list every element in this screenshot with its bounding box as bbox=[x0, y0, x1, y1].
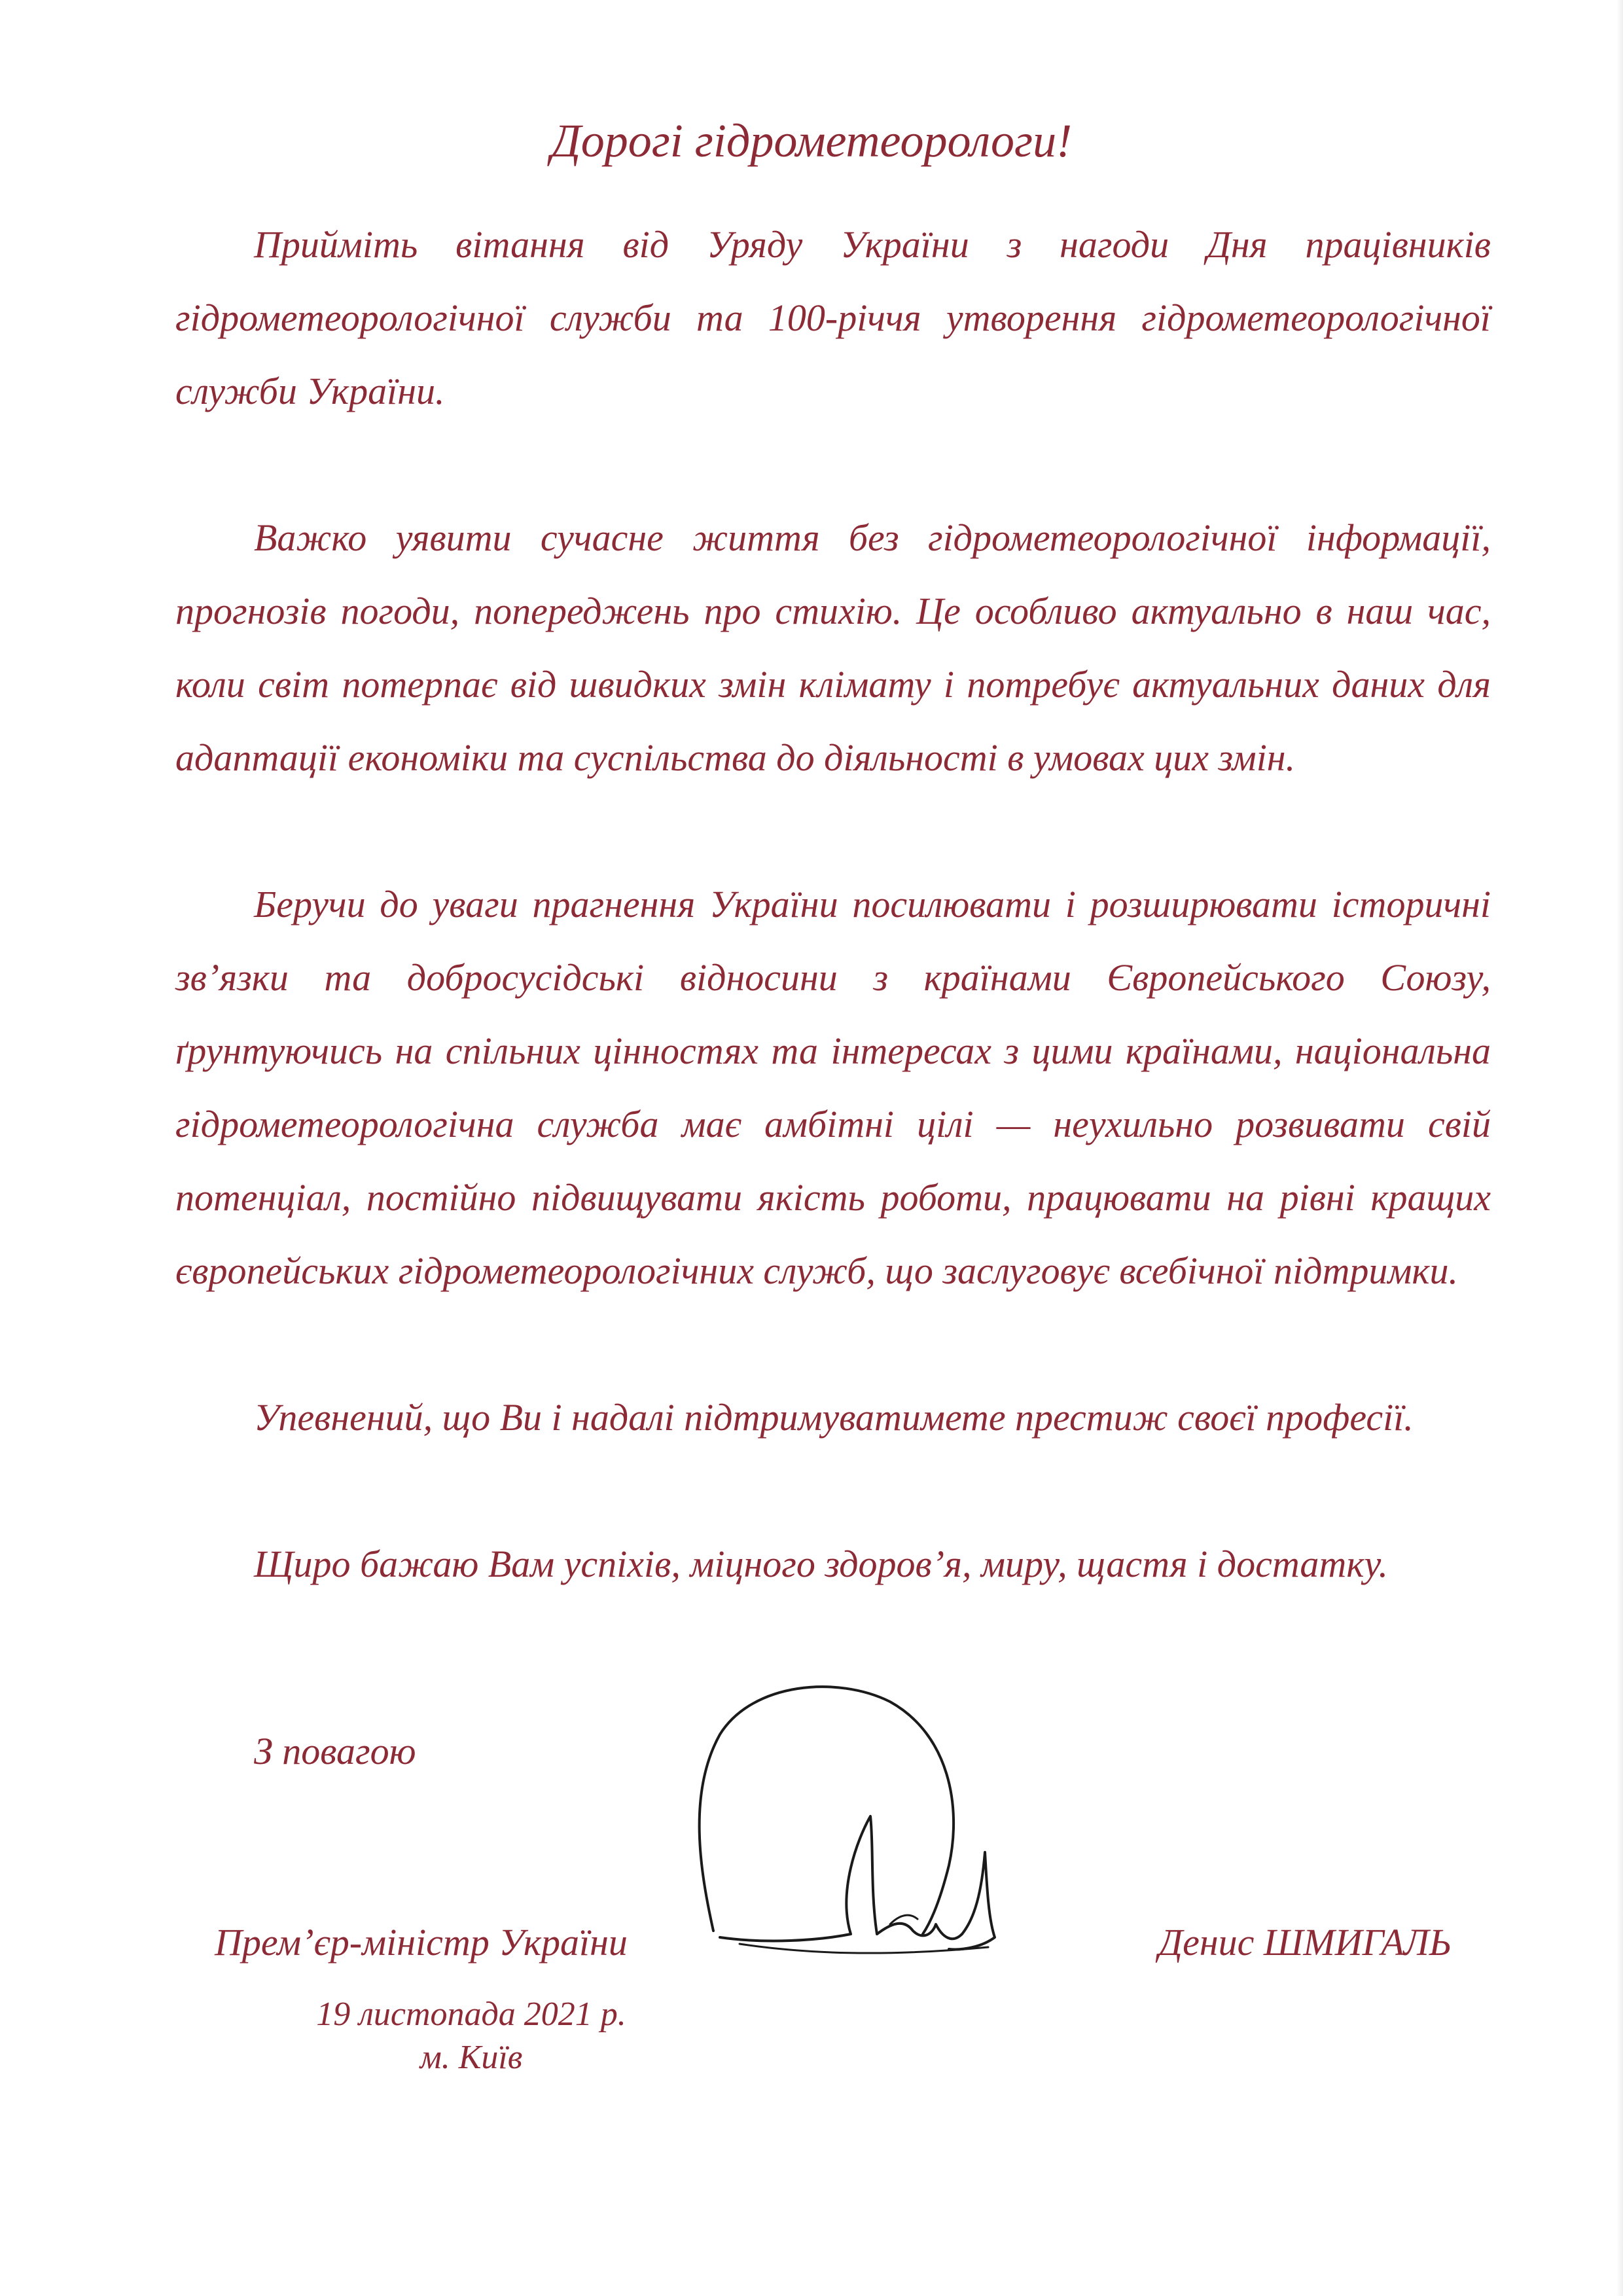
closing-phrase: З повагою bbox=[254, 1730, 416, 1772]
signatory-title: Прем’єр-міністр України bbox=[215, 1921, 628, 1964]
handwritten-signature bbox=[674, 1676, 1041, 1990]
date-place-block bbox=[288, 1993, 654, 2079]
paragraph-confidence: Упевнений, що Ви і надалі підтримуватимете престиж своєї професії. bbox=[254, 1396, 1414, 1439]
paragraph-importance: Важко уявити сучасне життя без гідрометеорологічної інформації, прогнозів погоди, попереджень про стихію. Це особливо актуально в наш час, коли світ потерпає від швидких змін клімату і потребує актуальних даних для адаптації економіки та суспільства до діяльності в умовах цих змін. bbox=[175, 516, 1491, 779]
scan-edge-shadow bbox=[1616, 0, 1623, 2296]
signatory-name: Денис ШМИГАЛЬ bbox=[1158, 1921, 1452, 1964]
paragraph-greeting: Прийміть вітання від Уряду України з нагоди Дня працівників гідрометеорологічної служби та 100-річчя утворення гідрометеорологічної служби України. bbox=[175, 223, 1491, 412]
letter-body bbox=[175, 208, 1491, 1674]
letter-date: 19 листопада 2021 р. bbox=[316, 1996, 626, 2033]
letter-heading: Дорогі гідрометеорологи! bbox=[550, 115, 1073, 167]
letter-place: м. Київ bbox=[419, 2039, 523, 2076]
paragraph-wishes: Щиро бажаю Вам успіхів, міцного здоров’я, миру, щастя і достатку. bbox=[254, 1543, 1389, 1585]
paragraph-european-integration: Беручи до уваги прагнення України посилювати і розширювати історичні зв’язки та добросусідські відносини з країнами Європейського Союзу, ґрунтуючись на спільних цінностях та інтересах з цими країнами, національна гідрометеорологічна служба має амбітні цілі — неухильно розвивати свій потенціал, постійно підвищувати якість роботи, працювати на рівні кращих європейських гідрометеорологічних служб, що заслуговує всебічної підтримки. bbox=[175, 883, 1491, 1292]
